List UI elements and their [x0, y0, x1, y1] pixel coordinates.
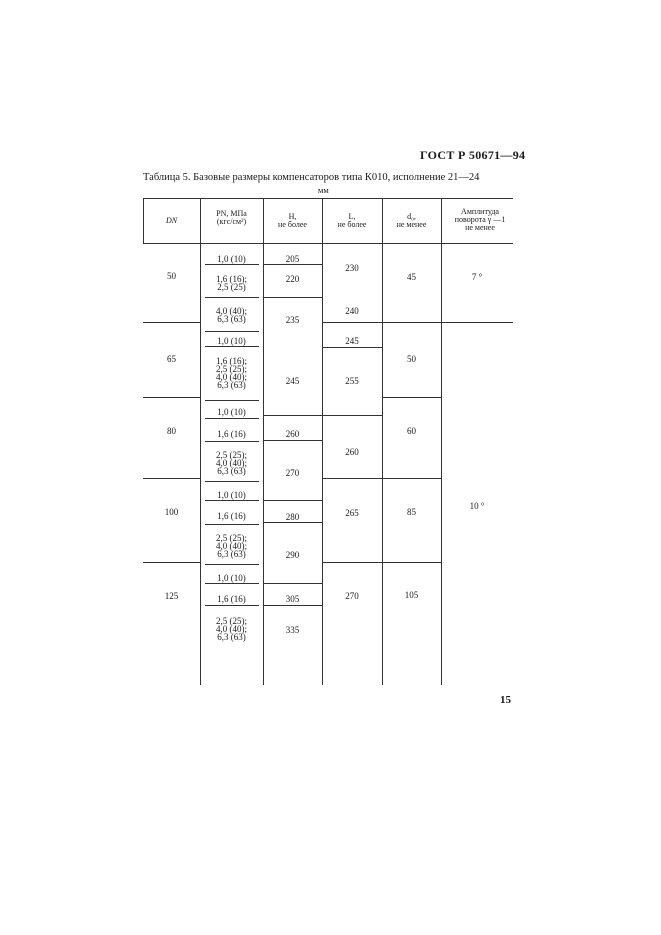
header-dn: DN [165, 216, 178, 225]
pn-cell: 1,0 (10) [217, 490, 246, 500]
pn-divider [205, 418, 259, 419]
pn-divider [205, 481, 259, 482]
h-cell: 290 [285, 550, 300, 560]
d0-divider [382, 562, 441, 563]
col-divider-1 [200, 198, 201, 685]
h-divider [263, 440, 322, 441]
pn-cell: 1,6 (16) [217, 511, 246, 521]
header-pn: PN, МПа (кгс/см²) [216, 209, 247, 226]
dn-cell: 100 [164, 507, 179, 517]
amplitude-divider [441, 322, 513, 323]
h-cell: 305 [285, 594, 300, 604]
h-divider [263, 583, 322, 584]
l-cell: 255 [345, 376, 359, 386]
h-divider [263, 605, 322, 606]
pn-cell: 1,6 (16); 2,5 (25); 4,0 (40); 6,3 (63) [216, 356, 247, 390]
page-number: 15 [500, 694, 511, 706]
d0-divider [382, 478, 441, 479]
l-divider [322, 322, 382, 323]
l-cell: 245 [345, 336, 359, 346]
dn-divider [143, 562, 200, 563]
h-cell: 220 [285, 274, 300, 284]
d0-cell: 105 [404, 590, 419, 600]
pn-divider [205, 605, 259, 606]
header-d0: d₀, не менее [396, 212, 427, 229]
header-h: H, не более [278, 212, 307, 229]
l-divider [322, 347, 382, 348]
h-cell: 280 [285, 512, 300, 522]
table-caption: Таблица 5. Базовые размеры компенсаторов типа К010, исполнение 21—24 [143, 172, 480, 183]
amplitude-cell: 7 ° [471, 272, 483, 282]
header-l: L, не более [337, 212, 367, 229]
l-cell: 240 [345, 306, 359, 316]
pn-cell: 1,0 (10) [217, 336, 246, 346]
header-amplitude: Амплитуда поворота γ —1 не менее [454, 207, 506, 232]
h-divider [263, 522, 322, 523]
pn-divider [205, 500, 259, 501]
d0-divider [382, 397, 441, 398]
d0-cell: 45 [407, 272, 416, 282]
pn-divider [205, 524, 259, 525]
pn-cell: 1,6 (16) [217, 429, 246, 439]
h-divider [263, 264, 322, 265]
col-divider-2 [263, 198, 264, 685]
h-cell: 205 [285, 254, 300, 264]
h-cell: 245 [285, 376, 300, 386]
h-cell: 270 [285, 468, 300, 478]
col-divider-4 [382, 198, 383, 685]
pn-divider [205, 346, 259, 347]
pn-cell: 1,0 (10) [217, 254, 246, 264]
h-divider [263, 500, 322, 501]
pn-cell: 1,0 (10) [217, 407, 246, 417]
pn-divider [205, 264, 259, 265]
pn-cell: 2,5 (25); 4,0 (40); 6,3 (63) [216, 450, 247, 476]
l-divider [322, 562, 382, 563]
dn-divider [143, 478, 200, 479]
dn-cell: 50 [167, 271, 176, 281]
pn-cell: 2,5 (25); 4,0 (40); 6,3 (63) [216, 533, 247, 559]
dn-divider [143, 397, 200, 398]
d0-cell: 50 [407, 354, 416, 364]
l-cell: 270 [345, 591, 359, 601]
dn-divider [143, 322, 200, 323]
l-cell: 230 [345, 263, 359, 273]
d0-cell: 60 [407, 426, 416, 436]
dn-cell: 80 [167, 426, 176, 436]
pn-cell: 2,5 (25); 4,0 (40); 6,3 (63) [216, 616, 247, 642]
h-cell: 235 [285, 315, 300, 325]
table-units: мм [318, 185, 329, 195]
h-cell: 260 [285, 429, 300, 439]
pn-cell: 4,0 (40); 6,3 (63) [216, 306, 247, 324]
pn-cell: 1,0 (10) [217, 573, 246, 583]
pn-divider [205, 583, 259, 584]
standard-number: ГОСТ Р 50671—94 [420, 148, 526, 162]
h-divider [263, 415, 322, 416]
h-divider [263, 297, 322, 298]
pn-divider [205, 441, 259, 442]
table-top-border [143, 198, 513, 199]
col-divider-5 [441, 198, 442, 685]
dn-cell: 65 [167, 354, 176, 364]
pn-cell: 1,6 (16); 2,5 (25) [216, 274, 247, 292]
pn-divider [205, 564, 259, 565]
d0-cell: 85 [407, 507, 416, 517]
l-cell: 260 [345, 447, 359, 457]
l-cell: 265 [345, 508, 359, 518]
l-divider [322, 415, 382, 416]
pn-divider [205, 400, 259, 401]
dn-cell: 125 [164, 591, 179, 601]
h-cell: 335 [285, 625, 300, 635]
l-divider [322, 478, 382, 479]
amplitude-cell: 10 ° [469, 501, 485, 511]
pn-divider [205, 331, 259, 332]
header-bottom-border [143, 243, 513, 244]
d0-divider [382, 322, 441, 323]
pn-divider [205, 297, 259, 298]
pn-cell: 1,6 (16) [217, 594, 246, 604]
